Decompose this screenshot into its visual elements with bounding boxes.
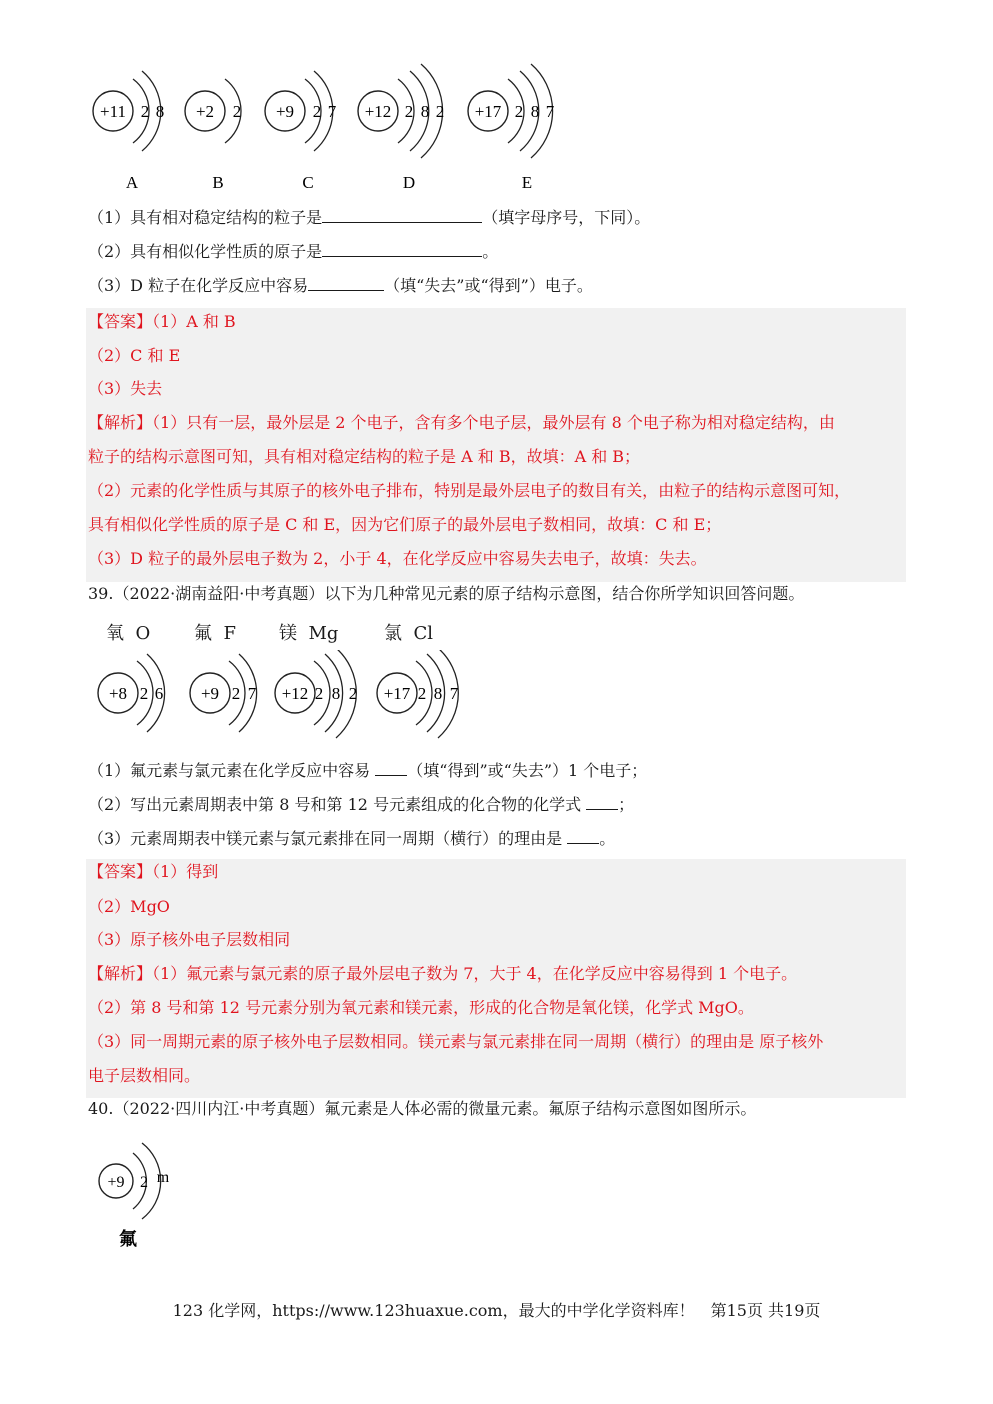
shell-count-unknown: m bbox=[156, 1169, 170, 1186]
shell-count: 8 bbox=[331, 684, 341, 703]
shell-count: 2 bbox=[232, 102, 242, 121]
shell-count: 2 bbox=[417, 684, 427, 703]
answer-blank[interactable] bbox=[375, 759, 407, 776]
shell-count: 2 bbox=[139, 684, 149, 703]
answer-blank[interactable] bbox=[322, 206, 482, 223]
atom-label: D bbox=[402, 173, 416, 192]
shell-count: 8 bbox=[433, 684, 443, 703]
shell-count: 2 bbox=[231, 684, 241, 703]
shell-count: 2 bbox=[314, 684, 324, 703]
atom-label: A bbox=[125, 173, 139, 192]
q38-analysis-1: 【解析】（1）只有一层，最外层是 2 个电子，含有多个电子层，最外层有 8 个电子称为相对稳定结构，由 bbox=[88, 413, 835, 432]
nucleus-charge: +9 bbox=[107, 1174, 125, 1191]
element-label-o: 氧 O bbox=[106, 623, 151, 644]
q38-part1: （1）具有相对稳定结构的粒子是 （填字母序号，下同）。 bbox=[88, 208, 651, 227]
fluorine-atom-diagram bbox=[90, 1135, 200, 1255]
element-label-f: 氟 F bbox=[194, 623, 236, 644]
q38-analysis-5: （3）D 粒子的最外层电子数为 2，小于 4，在化学反应中容易失去电子，故填：失去。 bbox=[88, 549, 707, 568]
atom-e bbox=[468, 64, 555, 158]
nucleus-charge: +9 bbox=[200, 684, 220, 703]
nucleus-charge: +17 bbox=[474, 102, 502, 121]
answer-blank[interactable] bbox=[322, 240, 482, 257]
q39-analysis-4: 电子层数相同。 bbox=[88, 1066, 201, 1085]
q39-answer-2: （2）MgO bbox=[88, 897, 170, 916]
q38-answer-2: （2）C 和 E bbox=[88, 346, 181, 365]
q39-analysis-3: （3）同一周期元素的原子核外电子层数相同。镁元素与氯元素排在同一周期（横行）的理由是 原子核外 bbox=[88, 1032, 824, 1051]
nucleus-charge: +12 bbox=[364, 102, 392, 121]
diagram-caption: 氟 bbox=[119, 1229, 137, 1249]
shell-count: 2 bbox=[140, 1174, 148, 1191]
q40-title: 40.（2022·四川内江·中考真题）氟元素是人体必需的微量元素。氟原子结构示意图如图所示。 bbox=[88, 1099, 757, 1118]
shell-count: 8 bbox=[155, 102, 165, 121]
answer-blank[interactable] bbox=[567, 827, 599, 844]
shell-count: 7 bbox=[247, 684, 257, 703]
atom-diagram-1 bbox=[80, 60, 580, 200]
q38-analysis-2: 粒子的结构示意图可知，具有相对稳定结构的粒子是 A 和 B，故填：A 和 B； bbox=[88, 447, 641, 466]
shell-count: 2 bbox=[404, 102, 414, 121]
q38-answer-1: 【答案】（1）A 和 B bbox=[88, 312, 236, 331]
shell-count: 2 bbox=[140, 102, 150, 121]
q39-analysis-1: 【解析】（1）氟元素与氯元素的原子最外层电子数为 7，大于 4，在化学反应中容易得到 1 个电子。 bbox=[88, 964, 798, 983]
shell-count: 6 bbox=[154, 684, 164, 703]
q39-part1: （1）氟元素与氯元素在化学反应中容易 （填“得到”或“失去”）1 个电子； bbox=[88, 761, 648, 780]
atom-label: E bbox=[521, 173, 533, 192]
atom-fluorine bbox=[190, 654, 257, 732]
shell-count: 7 bbox=[327, 102, 337, 121]
q38-part3: （3）D 粒子在化学反应中容易 （填“失去”或“得到”）电子。 bbox=[88, 276, 593, 295]
q38-part2: （2）具有相似化学性质的原子是 。 bbox=[88, 242, 499, 261]
q38-answer-3: （3）失去 bbox=[88, 379, 163, 398]
q39-title: 39.（2022·湖南益阳·中考真题）以下为几种常见元素的原子结构示意图，结合你所学知识回答问题。 bbox=[88, 584, 805, 603]
atom-label: C bbox=[302, 173, 314, 192]
q39-part3: （3）元素周期表中镁元素与氯元素排在同一周期（横行）的理由是 。 bbox=[88, 829, 616, 848]
shell-count: 7 bbox=[449, 684, 459, 703]
atom-magnesium bbox=[275, 650, 357, 738]
q38-analysis-4: 具有相似化学性质的原子是 C 和 E，因为它们原子的最外层电子数相同，故填：C 和 E； bbox=[88, 515, 722, 534]
q39-analysis-2: （2）第 8 号和第 12 号元素分别为氧元素和镁元素，形成的化合物是氧化镁，化学式 MgO。 bbox=[88, 998, 754, 1017]
shell-count: 8 bbox=[420, 102, 430, 121]
q38-answer-box bbox=[86, 308, 906, 582]
nucleus-charge: +2 bbox=[195, 102, 215, 121]
atom-a bbox=[93, 71, 164, 151]
atom-d bbox=[358, 64, 444, 158]
nucleus-charge: +11 bbox=[100, 102, 126, 121]
nucleus-charge: +8 bbox=[108, 684, 128, 703]
shell-count: 2 bbox=[348, 684, 358, 703]
q39-part2: （2）写出元素周期表中第 8 号和第 12 号元素组成的化合物的化学式 ； bbox=[88, 795, 635, 814]
page-footer: 123 化学网，https://www.123huaxue.com，最大的中学化学资料库！ 第15页 共19页 bbox=[172, 1301, 821, 1320]
shell-count: 2 bbox=[514, 102, 524, 121]
shell-count: 2 bbox=[435, 102, 445, 121]
atom-b bbox=[185, 79, 241, 143]
nucleus-charge: +12 bbox=[281, 684, 309, 703]
atom-diagram-2 bbox=[90, 650, 480, 740]
nucleus-charge: +17 bbox=[383, 684, 411, 703]
element-label-mg: 镁 Mg bbox=[279, 623, 339, 644]
atom-chlorine bbox=[377, 650, 459, 738]
atom-c bbox=[265, 71, 337, 151]
shell-count: 8 bbox=[530, 102, 540, 121]
q39-answer-1: 【答案】（1）得到 bbox=[88, 862, 219, 881]
shell-count: 2 bbox=[312, 102, 322, 121]
nucleus-charge: +9 bbox=[275, 102, 295, 121]
atom-label: B bbox=[212, 173, 224, 192]
q38-analysis-3: （2）元素的化学性质与其原子的核外电子排布，特别是最外层电子的数目有关，由粒子的结构示意图可知， bbox=[88, 481, 851, 500]
answer-blank[interactable] bbox=[586, 793, 618, 810]
atom-oxygen bbox=[98, 654, 165, 732]
element-label-cl: 氯 Cl bbox=[384, 623, 433, 644]
answer-blank[interactable] bbox=[308, 274, 384, 291]
shell-count: 7 bbox=[545, 102, 555, 121]
q39-answer-3: （3）原子核外电子层数相同 bbox=[88, 930, 291, 949]
